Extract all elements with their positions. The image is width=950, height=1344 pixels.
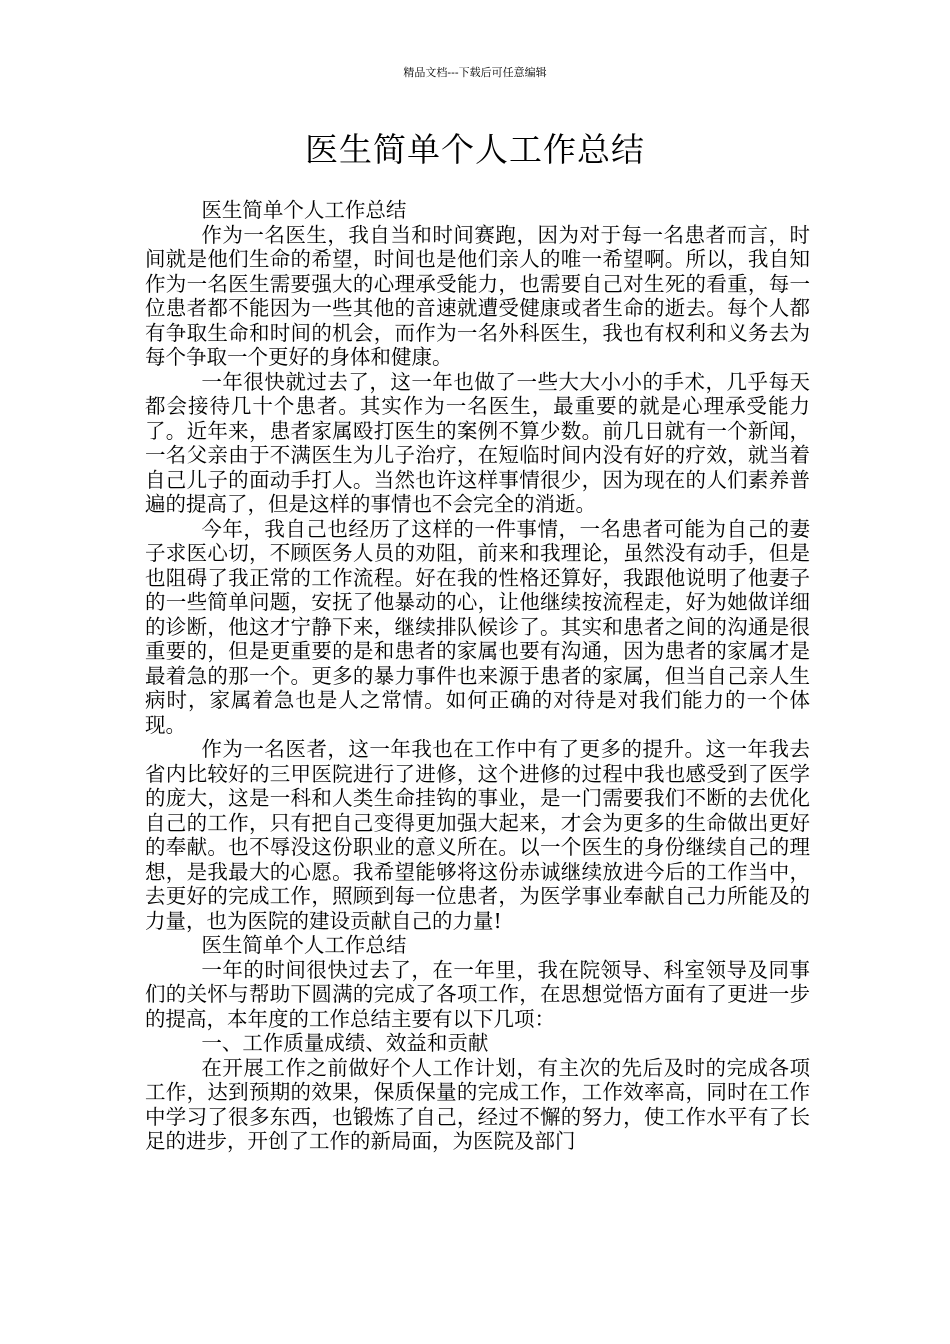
document-title: 医生简单个人工作总结 [305,130,645,169]
paragraph: 作为一名医者，这一年我也在工作中有了更多的提升。这一年我去省内比较好的三甲医院进行了进修，这个进修的过程中我也感受到了医学的庞大，这是一科和人类生命挂钩的事业，是一门需要我们不断的去优化自己的工作，只有把自己变得更加强大起来，才会为更多的生命做出更好的奉献。也不辱没这份职业的意义所在。以一个医生的身份继续自己的理想，是我最大的心愿。我希望能够将这份赤诚继续放进今后的工作当中，去更好的完成工作，照顾到每一位患者，为医学事业奉献自己力所能及的力量，也为医院的建设贡献自己的力量! [145,737,810,933]
paragraph-subtitle: 医生简单个人工作总结 [201,933,407,957]
paragraph-subtitle: 医生简单个人工作总结 [201,198,407,222]
document-body [145,198,810,1154]
paragraph: 一年的时间很快过去了，在一年里，我在院领导、科室领导及同事们的关怀与帮助下圆满的完成了各项工作，在思想觉悟方面有了更进一步的提高，本年度的工作总结主要有以下几项： [145,957,810,1031]
paragraph: 一年很快就过去了，这一年也做了一些大大小小的手术，几乎每天都会接待几十个患者。其实作为一名医生，最重要的就是心理承受能力了。近年来，患者家属殴打医生的案例不算少数。前几日就有一个新闻，一名父亲由于不满医生为儿子治疗，在短临时间内没有好的疗效，就当着自己儿子的面动手打人。当然也许这样事情很少，因为现在的人们素养普遍的提高了，但是这样的事情也不会完全的消逝。 [145,369,810,516]
paragraph: 今年，我自己也经历了这样的一件事情，一名患者可能为自己的妻子求医心切，不顾医务人员的劝阻，前来和我理论，虽然没有动手，但是也阻碍了我正常的工作流程。好在我的性格还算好，我跟他说明了他妻子的一些简单问题，安抚了他暴动的心，让他继续按流程走，好为她做详细的诊断，他这才宁静下来，继续排队候诊了。其实和患者之间的沟通是很重要的，但是更重要的是和患者的家属也要有沟通，因为患者的家属才是最着急的那一个。更多的暴力事件也来源于患者的家属，但当自己亲人生病时，家属着急也是人之常情。如何正确的对待是对我们能力的一个体现。 [145,516,810,737]
paragraph: 在开展工作之前做好个人工作计划，有主次的先后及时的完成各项工作，达到预期的效果，保质保量的完成工作，工作效率高，同时在工作中学习了很多东西，也锻炼了自己，经过不懈的努力，使工作水平有了长足的进步，开创了工作的新局面，为医院及部门 [145,1055,810,1153]
paragraph: 作为一名医生，我自当和时间赛跑，因为对于每一名患者而言，时间就是他们生命的希望，时间也是他们亲人的唯一希望啊。所以，我自知作为一名医生需要强大的心理承受能力，也需要自己对生死的看重，每一位患者都不能因为一些其他的音速就遭受健康或者生命的逝去。每个人都有争取生命和时间的机会，而作为一名外科医生，我也有权利和义务去为每个争取一个更好的身体和健康。 [145,222,810,369]
header-note: 精品文档---下载后可任意编辑 [403,66,547,79]
section-heading: 一、工作质量成绩、效益和贡献 [201,1031,489,1055]
